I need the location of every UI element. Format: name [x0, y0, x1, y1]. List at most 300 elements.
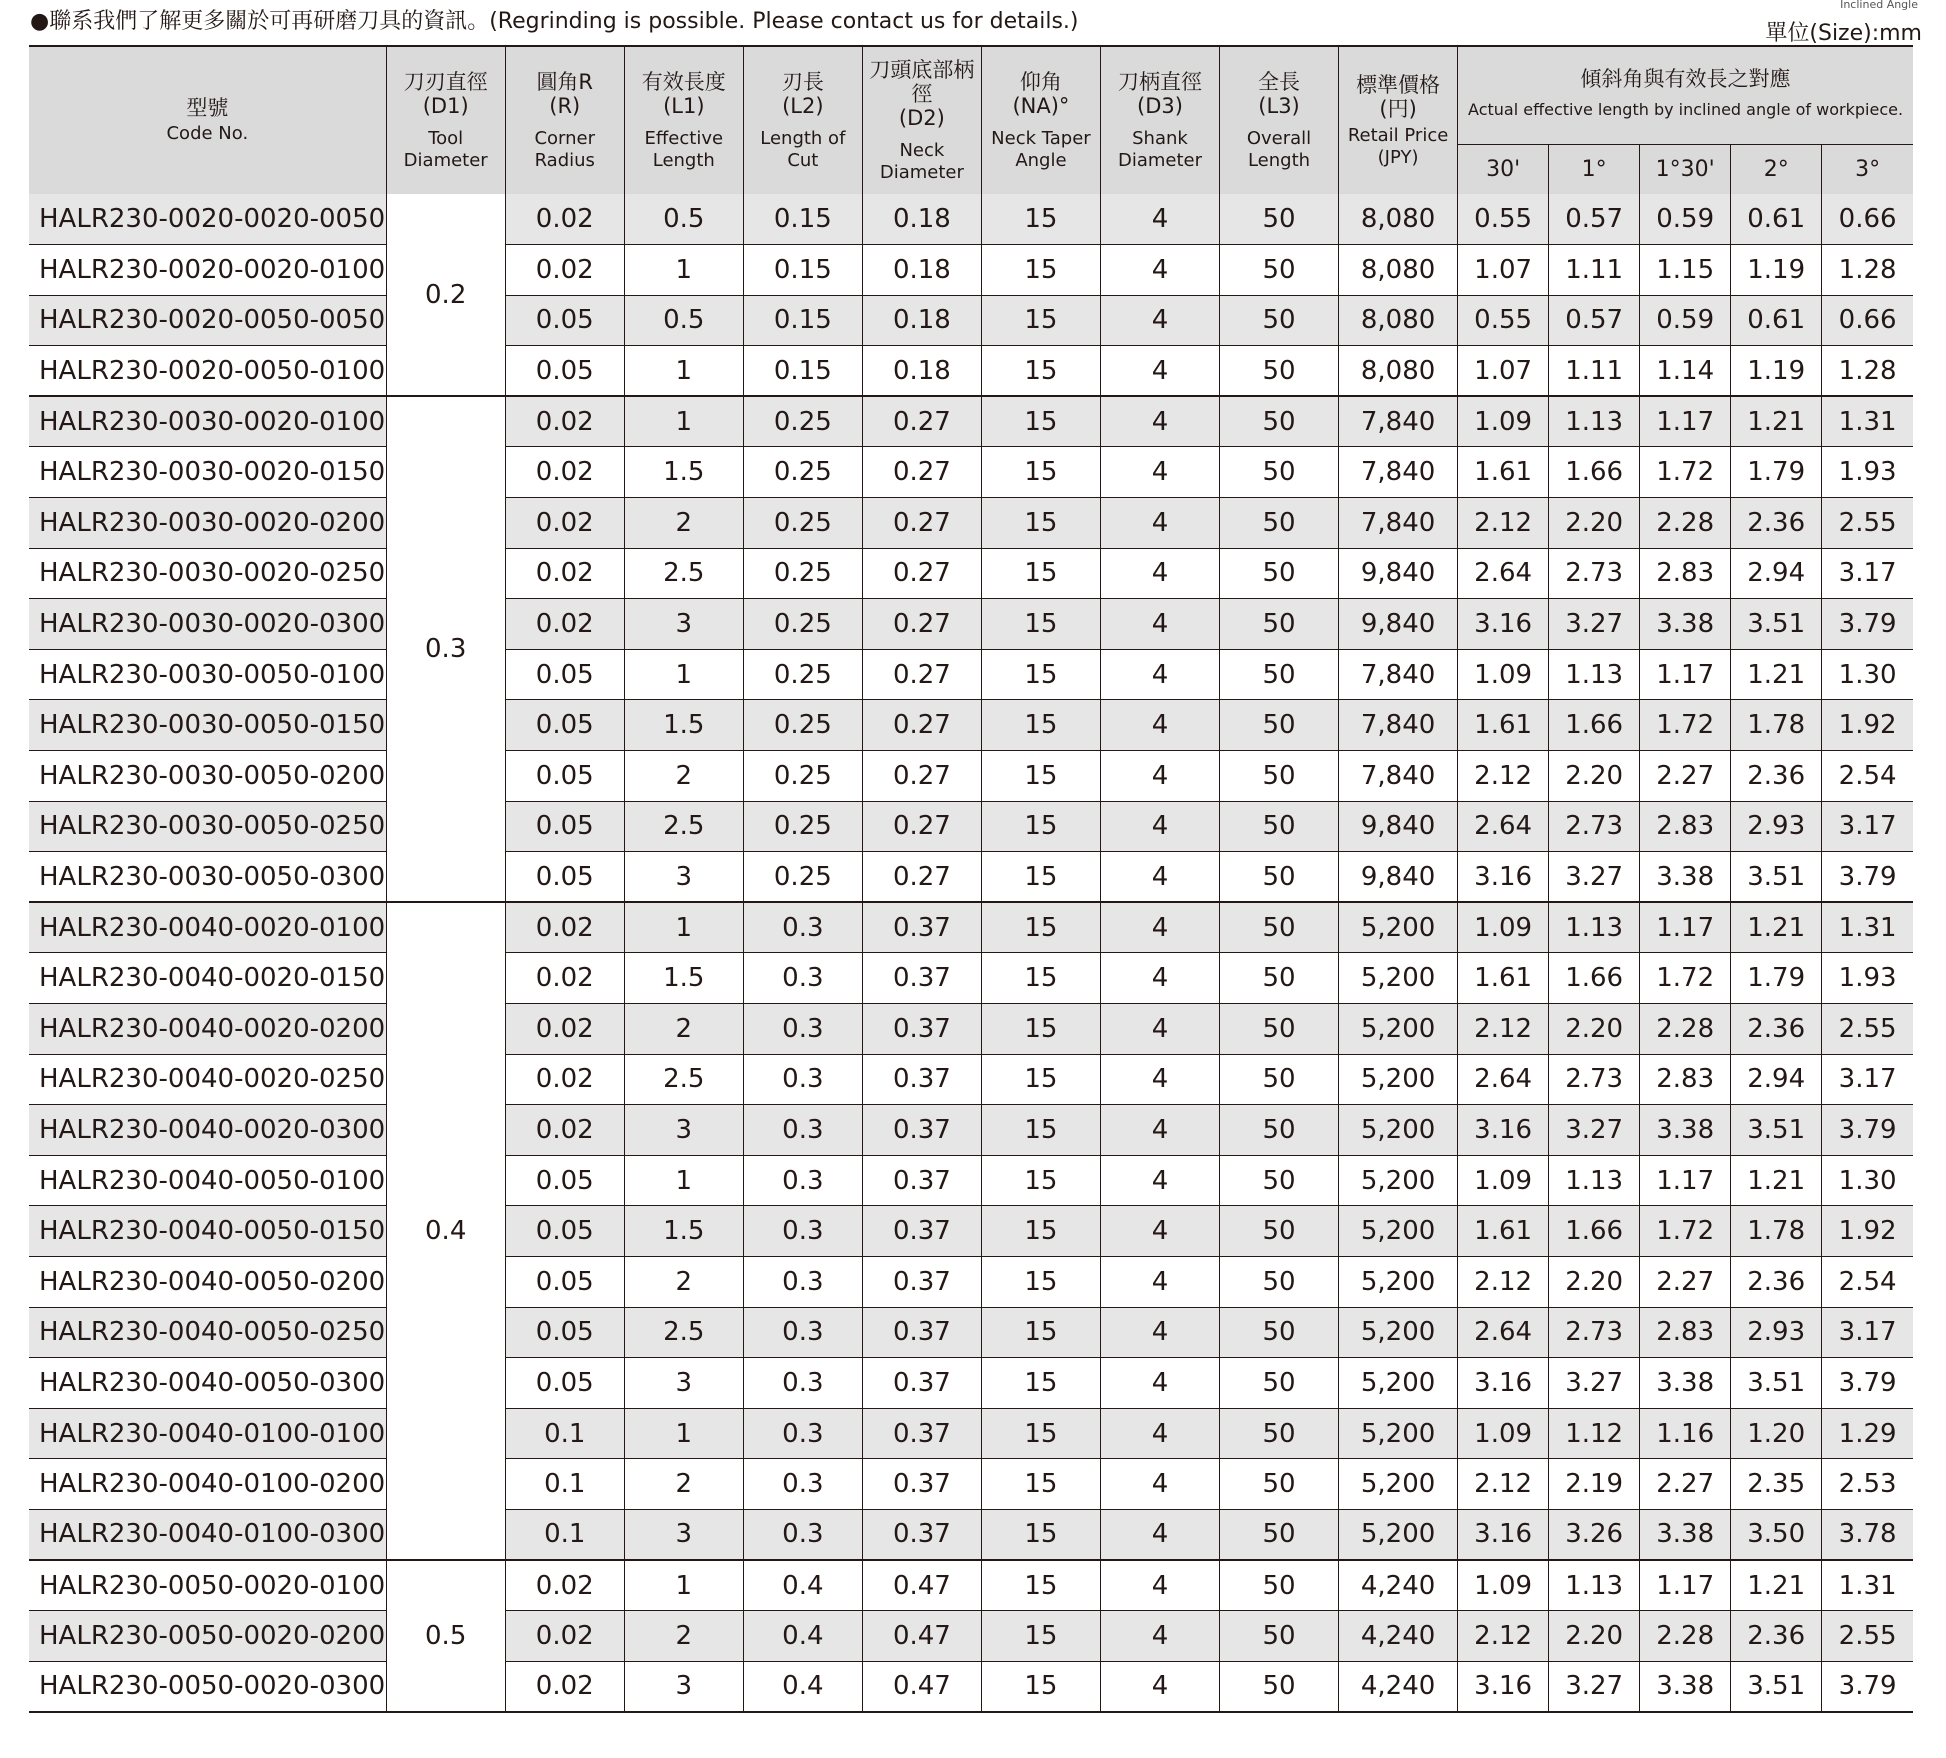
table-row [29, 1459, 1913, 1510]
cell-length-of-cut: 0.3 [743, 902, 862, 953]
cell-len-30min: 2.12 [1458, 1004, 1549, 1055]
cell-overall-length: 50 [1220, 902, 1339, 953]
header-inclined-angle: 傾斜角與有效長之對應 Actual effective length by inclined angle of workpiece. [1458, 46, 1913, 144]
table-row [29, 1105, 1913, 1156]
header-code: 型號 Code No. [29, 46, 386, 194]
cell-len-3deg: 1.92 [1822, 700, 1913, 751]
cell-neck-diameter: 0.37 [862, 1459, 981, 1510]
cell-len-1deg30min: 3.38 [1640, 1358, 1731, 1409]
cell-code: HALR230-0040-0100-0100 [29, 1408, 386, 1459]
cell-neck-taper-angle: 15 [981, 1256, 1100, 1307]
cell-retail-price: 5,200 [1339, 1358, 1458, 1409]
cell-retail-price: 7,840 [1339, 498, 1458, 549]
cell-neck-taper-angle: 15 [981, 1155, 1100, 1206]
cell-code: HALR230-0020-0050-0100 [29, 346, 386, 397]
cell-len-30min: 2.64 [1458, 1054, 1549, 1105]
cell-length-of-cut: 0.4 [743, 1661, 862, 1712]
cell-effective-length: 3 [624, 599, 743, 650]
cell-neck-diameter: 0.47 [862, 1560, 981, 1611]
cell-len-3deg: 1.93 [1822, 447, 1913, 498]
cell-length-of-cut: 0.25 [743, 396, 862, 447]
cell-neck-diameter: 0.27 [862, 396, 981, 447]
table-row [29, 953, 1913, 1004]
cell-corner-radius: 0.05 [505, 700, 624, 751]
cell-len-1deg30min: 2.83 [1640, 548, 1731, 599]
cell-len-1deg: 0.57 [1549, 295, 1640, 346]
cell-shank-diameter: 4 [1100, 1256, 1219, 1307]
cell-corner-radius: 0.02 [505, 1004, 624, 1055]
cell-len-1deg: 2.73 [1549, 1307, 1640, 1358]
cell-len-3deg: 3.17 [1822, 1307, 1913, 1358]
cell-len-3deg: 3.17 [1822, 1054, 1913, 1105]
cell-len-1deg30min: 2.28 [1640, 498, 1731, 549]
cell-corner-radius: 0.02 [505, 1105, 624, 1156]
cell-code: HALR230-0030-0020-0250 [29, 548, 386, 599]
cell-len-1deg: 1.66 [1549, 700, 1640, 751]
cell-len-2deg: 3.51 [1731, 852, 1822, 903]
cell-length-of-cut: 0.3 [743, 1105, 862, 1156]
table-row [29, 1206, 1913, 1257]
cell-code: HALR230-0020-0050-0050 [29, 295, 386, 346]
cell-len-30min: 1.09 [1458, 396, 1549, 447]
cell-neck-taper-angle: 15 [981, 902, 1100, 953]
cell-len-30min: 3.16 [1458, 1358, 1549, 1409]
cell-length-of-cut: 0.3 [743, 1459, 862, 1510]
cell-len-1deg: 2.73 [1549, 801, 1640, 852]
cell-len-3deg: 1.31 [1822, 902, 1913, 953]
cell-overall-length: 50 [1220, 1206, 1339, 1257]
cell-retail-price: 5,200 [1339, 1105, 1458, 1156]
cell-retail-price: 9,840 [1339, 548, 1458, 599]
cell-len-30min: 3.16 [1458, 1105, 1549, 1156]
cell-len-1deg30min: 2.27 [1640, 751, 1731, 802]
table-row [29, 498, 1913, 549]
cell-corner-radius: 0.05 [505, 1206, 624, 1257]
cell-retail-price: 5,200 [1339, 1054, 1458, 1105]
cell-corner-radius: 0.1 [505, 1408, 624, 1459]
cell-overall-length: 50 [1220, 548, 1339, 599]
cell-code: HALR230-0030-0050-0150 [29, 700, 386, 751]
cell-neck-taper-angle: 15 [981, 396, 1100, 447]
cell-retail-price: 9,840 [1339, 599, 1458, 650]
cell-len-2deg: 3.51 [1731, 1661, 1822, 1712]
cell-overall-length: 50 [1220, 1408, 1339, 1459]
cell-code: HALR230-0050-0020-0100 [29, 1560, 386, 1611]
cell-shank-diameter: 4 [1100, 1408, 1219, 1459]
cell-retail-price: 5,200 [1339, 953, 1458, 1004]
cell-length-of-cut: 0.25 [743, 599, 862, 650]
cell-overall-length: 50 [1220, 498, 1339, 549]
cell-len-30min: 1.61 [1458, 447, 1549, 498]
cell-length-of-cut: 0.25 [743, 649, 862, 700]
cell-neck-diameter: 0.37 [862, 1206, 981, 1257]
cell-overall-length: 50 [1220, 1054, 1339, 1105]
cell-neck-diameter: 0.18 [862, 295, 981, 346]
cell-neck-taper-angle: 15 [981, 700, 1100, 751]
cell-effective-length: 2 [624, 1459, 743, 1510]
cell-len-2deg: 3.50 [1731, 1509, 1822, 1560]
cell-len-30min: 2.12 [1458, 751, 1549, 802]
cell-len-1deg: 3.27 [1549, 599, 1640, 650]
cell-shank-diameter: 4 [1100, 1560, 1219, 1611]
cell-shank-diameter: 4 [1100, 1105, 1219, 1156]
cell-effective-length: 3 [624, 1105, 743, 1156]
cell-retail-price: 8,080 [1339, 194, 1458, 245]
cell-len-1deg: 2.20 [1549, 1611, 1640, 1662]
cell-shank-diameter: 4 [1100, 396, 1219, 447]
inclined-angle-label: Inclined Angle [1840, 0, 1918, 11]
cell-len-1deg: 0.57 [1549, 194, 1640, 245]
cell-neck-taper-angle: 15 [981, 1358, 1100, 1409]
cell-code: HALR230-0030-0020-0200 [29, 498, 386, 549]
cell-shank-diameter: 4 [1100, 1004, 1219, 1055]
table-row [29, 194, 1913, 245]
cell-length-of-cut: 0.15 [743, 245, 862, 296]
cell-corner-radius: 0.02 [505, 902, 624, 953]
cell-length-of-cut: 0.3 [743, 1408, 862, 1459]
cell-code: HALR230-0050-0020-0200 [29, 1611, 386, 1662]
cell-code: HALR230-0040-0020-0150 [29, 953, 386, 1004]
cell-neck-taper-angle: 15 [981, 295, 1100, 346]
cell-overall-length: 50 [1220, 700, 1339, 751]
cell-code: HALR230-0030-0050-0250 [29, 801, 386, 852]
cell-neck-taper-angle: 15 [981, 1004, 1100, 1055]
cell-code: HALR230-0030-0050-0200 [29, 751, 386, 802]
cell-len-2deg: 2.36 [1731, 751, 1822, 802]
cell-len-1deg30min: 1.17 [1640, 902, 1731, 953]
cell-neck-taper-angle: 15 [981, 346, 1100, 397]
cell-shank-diameter: 4 [1100, 1509, 1219, 1560]
cell-effective-length: 1 [624, 396, 743, 447]
cell-code: HALR230-0040-0100-0200 [29, 1459, 386, 1510]
cell-len-1deg30min: 3.38 [1640, 1509, 1731, 1560]
cell-len-3deg: 1.30 [1822, 649, 1913, 700]
cell-neck-diameter: 0.37 [862, 1307, 981, 1358]
cell-effective-length: 1 [624, 649, 743, 700]
cell-shank-diameter: 4 [1100, 548, 1219, 599]
cell-retail-price: 8,080 [1339, 245, 1458, 296]
cell-len-1deg30min: 2.27 [1640, 1256, 1731, 1307]
cell-tool-diameter: 0.5 [386, 1560, 505, 1712]
cell-len-30min: 3.16 [1458, 1509, 1549, 1560]
cell-shank-diameter: 4 [1100, 902, 1219, 953]
cell-neck-diameter: 0.27 [862, 599, 981, 650]
cell-length-of-cut: 0.4 [743, 1611, 862, 1662]
cell-len-1deg: 3.26 [1549, 1509, 1640, 1560]
cell-retail-price: 4,240 [1339, 1661, 1458, 1712]
cell-shank-diameter: 4 [1100, 1206, 1219, 1257]
cell-neck-diameter: 0.37 [862, 1105, 981, 1156]
cell-len-2deg: 3.51 [1731, 1358, 1822, 1409]
table-row [29, 1358, 1913, 1409]
table-row [29, 902, 1913, 953]
header-d1: 刀刃直徑 (D1) Tool Diameter [386, 46, 505, 194]
cell-corner-radius: 0.02 [505, 548, 624, 599]
cell-neck-diameter: 0.37 [862, 1509, 981, 1560]
cell-neck-diameter: 0.27 [862, 751, 981, 802]
cell-neck-diameter: 0.37 [862, 1256, 981, 1307]
cell-corner-radius: 0.05 [505, 1307, 624, 1358]
cell-len-1deg: 1.66 [1549, 1206, 1640, 1257]
cell-neck-taper-angle: 15 [981, 245, 1100, 296]
cell-neck-diameter: 0.37 [862, 1358, 981, 1409]
cell-retail-price: 7,840 [1339, 447, 1458, 498]
cell-len-30min: 2.12 [1458, 1256, 1549, 1307]
cell-len-3deg: 1.28 [1822, 346, 1913, 397]
cell-overall-length: 50 [1220, 1560, 1339, 1611]
cell-effective-length: 0.5 [624, 194, 743, 245]
cell-len-3deg: 3.79 [1822, 1358, 1913, 1409]
cell-overall-length: 50 [1220, 1661, 1339, 1712]
header-d3: 刀柄直徑 (D3) Shank Diameter [1100, 46, 1219, 194]
cell-retail-price: 7,840 [1339, 649, 1458, 700]
cell-neck-diameter: 0.37 [862, 1155, 981, 1206]
header-r: 圓角R (R) Corner Radius [505, 46, 624, 194]
cell-neck-taper-angle: 15 [981, 751, 1100, 802]
cell-length-of-cut: 0.4 [743, 1560, 862, 1611]
cell-length-of-cut: 0.3 [743, 1004, 862, 1055]
header-na: 仰角 (NA)° Neck Taper Angle [981, 46, 1100, 194]
cell-len-30min: 2.12 [1458, 1611, 1549, 1662]
cell-len-30min: 3.16 [1458, 599, 1549, 650]
cell-corner-radius: 0.05 [505, 852, 624, 903]
cell-neck-taper-angle: 15 [981, 852, 1100, 903]
cell-corner-radius: 0.02 [505, 1611, 624, 1662]
cell-retail-price: 5,200 [1339, 1307, 1458, 1358]
cell-corner-radius: 0.1 [505, 1509, 624, 1560]
cell-overall-length: 50 [1220, 1459, 1339, 1510]
cell-neck-taper-angle: 15 [981, 801, 1100, 852]
table-row [29, 852, 1913, 903]
cell-length-of-cut: 0.3 [743, 1256, 862, 1307]
header-price: 標準價格 (円) Retail Price (JPY) [1339, 46, 1458, 194]
table-row [29, 1004, 1913, 1055]
table-row [29, 295, 1913, 346]
cell-len-1deg30min: 2.28 [1640, 1611, 1731, 1662]
cell-len-3deg: 3.78 [1822, 1509, 1913, 1560]
header-l2: 刃長 (L2) Length of Cut [743, 46, 862, 194]
cell-len-2deg: 1.20 [1731, 1408, 1822, 1459]
cell-len-1deg30min: 1.72 [1640, 953, 1731, 1004]
cell-len-30min: 2.64 [1458, 801, 1549, 852]
cell-len-2deg: 0.61 [1731, 295, 1822, 346]
cell-neck-diameter: 0.27 [862, 700, 981, 751]
cell-effective-length: 1 [624, 902, 743, 953]
cell-len-1deg: 2.20 [1549, 498, 1640, 549]
table-row [29, 599, 1913, 650]
cell-effective-length: 0.5 [624, 295, 743, 346]
cell-len-1deg30min: 0.59 [1640, 295, 1731, 346]
regrinding-note: ●聯系我們了解更多關於可再研磨刀具的資訊。(Regrinding is possible. Please contact us for details.) [30, 9, 1079, 34]
cell-len-2deg: 1.78 [1731, 1206, 1822, 1257]
cell-len-30min: 1.09 [1458, 1408, 1549, 1459]
cell-overall-length: 50 [1220, 649, 1339, 700]
cell-shank-diameter: 4 [1100, 801, 1219, 852]
cell-len-2deg: 2.36 [1731, 498, 1822, 549]
cell-len-1deg: 3.27 [1549, 1105, 1640, 1156]
cell-overall-length: 50 [1220, 295, 1339, 346]
header-angle-3deg: 3° [1822, 144, 1913, 194]
cell-effective-length: 3 [624, 1661, 743, 1712]
table-row [29, 801, 1913, 852]
cell-effective-length: 3 [624, 1509, 743, 1560]
cell-len-2deg: 1.79 [1731, 953, 1822, 1004]
cell-effective-length: 1 [624, 1408, 743, 1459]
cell-effective-length: 2 [624, 1256, 743, 1307]
cell-length-of-cut: 0.3 [743, 1155, 862, 1206]
cell-shank-diameter: 4 [1100, 852, 1219, 903]
cell-code: HALR230-0040-0020-0250 [29, 1054, 386, 1105]
cell-retail-price: 5,200 [1339, 1459, 1458, 1510]
table-row [29, 1611, 1913, 1662]
header-angle-2deg: 2° [1731, 144, 1822, 194]
table-row [29, 1661, 1913, 1712]
cell-len-2deg: 1.19 [1731, 245, 1822, 296]
table-row [29, 1256, 1913, 1307]
cell-shank-diameter: 4 [1100, 447, 1219, 498]
cell-length-of-cut: 0.3 [743, 1206, 862, 1257]
cell-len-1deg: 1.11 [1549, 346, 1640, 397]
cell-neck-taper-angle: 15 [981, 649, 1100, 700]
cell-overall-length: 50 [1220, 1256, 1339, 1307]
cell-len-2deg: 2.36 [1731, 1611, 1822, 1662]
cell-len-1deg: 1.12 [1549, 1408, 1640, 1459]
cell-neck-taper-angle: 15 [981, 1105, 1100, 1156]
cell-len-3deg: 1.29 [1822, 1408, 1913, 1459]
cell-overall-length: 50 [1220, 1307, 1339, 1358]
cell-neck-taper-angle: 15 [981, 1459, 1100, 1510]
cell-len-1deg30min: 1.14 [1640, 346, 1731, 397]
cell-len-3deg: 3.79 [1822, 852, 1913, 903]
cell-len-30min: 1.61 [1458, 700, 1549, 751]
cell-len-30min: 1.61 [1458, 1206, 1549, 1257]
cell-neck-diameter: 0.37 [862, 1054, 981, 1105]
cell-len-30min: 1.61 [1458, 953, 1549, 1004]
cell-len-1deg30min: 0.59 [1640, 194, 1731, 245]
cell-len-3deg: 2.54 [1822, 1256, 1913, 1307]
cell-shank-diameter: 4 [1100, 953, 1219, 1004]
cell-overall-length: 50 [1220, 245, 1339, 296]
cell-len-30min: 1.09 [1458, 1155, 1549, 1206]
cell-neck-taper-angle: 15 [981, 1408, 1100, 1459]
cell-length-of-cut: 0.3 [743, 1358, 862, 1409]
cell-len-1deg30min: 3.38 [1640, 1661, 1731, 1712]
cell-tool-diameter: 0.3 [386, 396, 505, 902]
cell-neck-diameter: 0.27 [862, 447, 981, 498]
cell-effective-length: 1.5 [624, 953, 743, 1004]
header-angle-1deg30min: 1°30' [1640, 144, 1731, 194]
cell-len-2deg: 2.94 [1731, 548, 1822, 599]
table-row [29, 346, 1913, 397]
cell-len-1deg: 2.73 [1549, 1054, 1640, 1105]
cell-code: HALR230-0040-0050-0300 [29, 1358, 386, 1409]
cell-neck-taper-angle: 15 [981, 1611, 1100, 1662]
cell-neck-diameter: 0.27 [862, 498, 981, 549]
cell-len-2deg: 2.35 [1731, 1459, 1822, 1510]
cell-len-1deg: 1.13 [1549, 1155, 1640, 1206]
cell-corner-radius: 0.05 [505, 751, 624, 802]
cell-len-1deg: 2.20 [1549, 1004, 1640, 1055]
cell-len-1deg: 2.20 [1549, 751, 1640, 802]
cell-overall-length: 50 [1220, 1611, 1339, 1662]
table-row [29, 548, 1913, 599]
cell-len-3deg: 3.79 [1822, 1661, 1913, 1712]
cell-len-1deg30min: 2.28 [1640, 1004, 1731, 1055]
table-row [29, 1509, 1913, 1560]
cell-overall-length: 50 [1220, 447, 1339, 498]
cell-len-3deg: 2.54 [1822, 751, 1913, 802]
cell-len-3deg: 1.30 [1822, 1155, 1913, 1206]
cell-len-1deg30min: 1.17 [1640, 1155, 1731, 1206]
cell-corner-radius: 0.02 [505, 396, 624, 447]
cell-neck-diameter: 0.37 [862, 902, 981, 953]
cell-shank-diameter: 4 [1100, 700, 1219, 751]
cell-code: HALR230-0040-0020-0300 [29, 1105, 386, 1156]
cell-len-3deg: 2.55 [1822, 1004, 1913, 1055]
cell-tool-diameter: 0.4 [386, 902, 505, 1560]
cell-shank-diameter: 4 [1100, 498, 1219, 549]
cell-retail-price: 7,840 [1339, 700, 1458, 751]
cell-neck-diameter: 0.27 [862, 649, 981, 700]
cell-len-2deg: 2.94 [1731, 1054, 1822, 1105]
cell-corner-radius: 0.1 [505, 1459, 624, 1510]
cell-code: HALR230-0030-0050-0100 [29, 649, 386, 700]
cell-neck-taper-angle: 15 [981, 953, 1100, 1004]
header-d2: 刀頭底部柄徑 (D2) Neck Diameter [862, 46, 981, 194]
cell-shank-diameter: 4 [1100, 1054, 1219, 1105]
cell-len-1deg30min: 1.72 [1640, 1206, 1731, 1257]
cell-length-of-cut: 0.3 [743, 1509, 862, 1560]
cell-len-2deg: 1.21 [1731, 902, 1822, 953]
cell-len-30min: 1.09 [1458, 902, 1549, 953]
cell-len-1deg30min: 1.72 [1640, 700, 1731, 751]
cell-len-3deg: 0.66 [1822, 194, 1913, 245]
cell-len-1deg: 2.20 [1549, 1256, 1640, 1307]
cell-effective-length: 2.5 [624, 548, 743, 599]
cell-neck-taper-angle: 15 [981, 1509, 1100, 1560]
cell-overall-length: 50 [1220, 599, 1339, 650]
cell-retail-price: 8,080 [1339, 295, 1458, 346]
cell-length-of-cut: 0.25 [743, 852, 862, 903]
cell-shank-diameter: 4 [1100, 1155, 1219, 1206]
cell-code: HALR230-0020-0020-0100 [29, 245, 386, 296]
cell-len-1deg30min: 3.38 [1640, 852, 1731, 903]
cell-len-3deg: 1.28 [1822, 245, 1913, 296]
cell-retail-price: 9,840 [1339, 801, 1458, 852]
cell-shank-diameter: 4 [1100, 1661, 1219, 1712]
cell-corner-radius: 0.02 [505, 447, 624, 498]
cell-shank-diameter: 4 [1100, 1307, 1219, 1358]
cell-neck-diameter: 0.37 [862, 1408, 981, 1459]
table-row [29, 1408, 1913, 1459]
table-body [29, 194, 1913, 1712]
cell-len-3deg: 2.55 [1822, 498, 1913, 549]
cell-len-1deg: 3.27 [1549, 852, 1640, 903]
cell-length-of-cut: 0.25 [743, 498, 862, 549]
cell-len-30min: 2.64 [1458, 548, 1549, 599]
cell-corner-radius: 0.02 [505, 599, 624, 650]
cell-len-30min: 1.09 [1458, 649, 1549, 700]
cell-len-30min: 2.12 [1458, 1459, 1549, 1510]
cell-neck-taper-angle: 15 [981, 1560, 1100, 1611]
cell-len-2deg: 1.21 [1731, 1155, 1822, 1206]
cell-neck-taper-angle: 15 [981, 548, 1100, 599]
cell-retail-price: 5,200 [1339, 1256, 1458, 1307]
cell-code: HALR230-0040-0050-0100 [29, 1155, 386, 1206]
table-row [29, 245, 1913, 296]
cell-len-30min: 2.12 [1458, 498, 1549, 549]
cell-len-3deg: 2.55 [1822, 1611, 1913, 1662]
